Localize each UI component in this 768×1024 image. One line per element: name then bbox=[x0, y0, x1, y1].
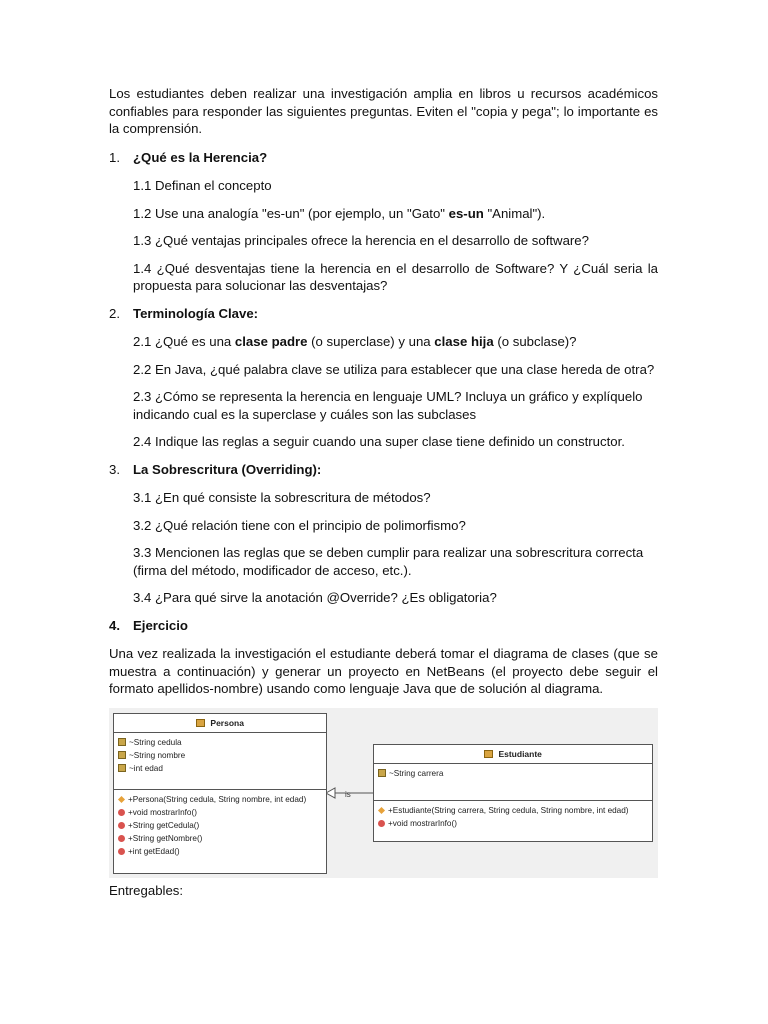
method-row: +String getNombre() bbox=[118, 832, 322, 845]
field-row: ~String nombre bbox=[118, 749, 322, 762]
constructor-icon bbox=[378, 806, 385, 813]
relation-label: is bbox=[345, 789, 351, 799]
class-methods bbox=[114, 790, 326, 861]
sub-question-1-2: 1.2 Use una analogía "es-un" (por ejemplo, un "Gato" es-un "Animal"). bbox=[133, 205, 546, 221]
sub-question-2-3: 2.3 ¿Cómo se representa la herencia en lenguaje UML? Incluya un gráfico y explíquelo indicando cual es la superclase y cuáles son las subclases bbox=[133, 389, 643, 422]
sub-question-2-4: 2.4 Indique las reglas a seguir cuando una super clase tiene definido un constructor. bbox=[133, 434, 625, 449]
document-body bbox=[109, 85, 658, 878]
sub-question-1-4: 1.4 ¿Qué desventajas tiene la herencia en el desarrollo de Software? Y ¿Cuál seria la propuesta para solucionar las desventajas? bbox=[133, 260, 658, 293]
method-row: +String getCedula() bbox=[118, 819, 322, 832]
question-title: Ejercicio bbox=[133, 617, 188, 633]
method-icon bbox=[378, 820, 385, 827]
question-2-heading bbox=[109, 305, 658, 323]
sub-question-3-4: 3.4 ¿Para qué sirve la anotación @Override? ¿Es obligatoria? bbox=[133, 590, 497, 605]
field-icon bbox=[118, 738, 126, 746]
sub-question-2-1: 2.1 ¿Qué es una clase padre (o superclase) y una clase hija (o subclase)? bbox=[133, 334, 577, 349]
sub-question-2-2: 2.2 En Java, ¿qué palabra clave se utiliza para establecer que una clase hereda de otra? bbox=[133, 361, 655, 377]
method-row: +void mostrarInfo() bbox=[118, 806, 322, 819]
constructor-icon bbox=[118, 795, 125, 802]
question-title: ¿Qué es la Herencia? bbox=[133, 149, 268, 165]
class-estudiante bbox=[373, 744, 653, 842]
class-title: Persona bbox=[114, 714, 326, 733]
class-fields bbox=[374, 764, 652, 801]
sub-question-1-3: 1.3 ¿Qué ventajas principales ofrece la herencia en el desarrollo de software? bbox=[133, 233, 589, 248]
constructor-row: +Persona(String cedula, String nombre, int edad) bbox=[118, 793, 322, 806]
method-icon bbox=[118, 848, 125, 855]
question-3-heading bbox=[109, 461, 658, 479]
field-icon bbox=[118, 764, 126, 772]
field-icon bbox=[118, 751, 126, 759]
constructor-row: +Estudiante(String carrera, String cedula, String nombre, int edad) bbox=[378, 804, 648, 817]
sub-question-3-3: 3.3 Mencionen las reglas que se deben cumplir para realizar una sobrescritura correcta (firma del método, modificador de acceso, etc.). bbox=[133, 545, 644, 578]
question-number: 3. bbox=[109, 461, 120, 477]
sub-question-3-1: 3.1 ¿En qué consiste la sobrescritura de métodos? bbox=[133, 490, 431, 505]
question-number: 1. bbox=[109, 149, 120, 165]
question-4-heading bbox=[109, 617, 658, 635]
question-number: 4. bbox=[109, 617, 120, 633]
sub-question-1-1: 1.1 Definan el concepto bbox=[133, 178, 272, 193]
question-number: 2. bbox=[109, 305, 120, 321]
intro-paragraph: Los estudiantes deben realizar una investigación amplia en libros u recursos académicos confiables para responder las siguientes preguntas. Eviten el "copia y pega"; lo importante es la comprensión. bbox=[109, 86, 658, 136]
question-title: La Sobrescritura (Overriding): bbox=[133, 461, 322, 477]
class-persona bbox=[113, 713, 327, 874]
deliverables-heading: Entregables: bbox=[109, 883, 184, 898]
exercise-paragraph: Una vez realizada la investigación el estudiante deberá tomar el diagrama de clases (que se muestra a continuación) y generar un proyecto en NetBeans (el proyecto debe seguir el formato apellidos-nombre) usando como lenguaje Java que de solución al diagrama. bbox=[109, 646, 658, 696]
method-row: +int getEdad() bbox=[118, 845, 322, 858]
method-row: +void mostrarInfo() bbox=[378, 817, 648, 830]
class-fields bbox=[114, 733, 326, 790]
uml-class-diagram bbox=[109, 708, 658, 878]
inheritance-arrow-icon bbox=[326, 788, 335, 798]
method-icon bbox=[118, 809, 125, 816]
sub-question-3-2: 3.2 ¿Qué relación tiene con el principio de polimorfismo? bbox=[133, 517, 466, 533]
class-icon bbox=[196, 719, 205, 727]
question-title: Terminología Clave: bbox=[133, 305, 259, 321]
method-icon bbox=[118, 835, 125, 842]
field-icon bbox=[378, 769, 386, 777]
field-row: ~int edad bbox=[118, 762, 322, 775]
class-icon bbox=[484, 750, 493, 758]
field-row: ~String cedula bbox=[118, 736, 322, 749]
class-methods bbox=[374, 801, 652, 833]
method-icon bbox=[118, 822, 125, 829]
question-1-heading bbox=[109, 149, 658, 167]
field-row: ~String carrera bbox=[378, 767, 648, 780]
class-title: Estudiante bbox=[374, 745, 652, 764]
